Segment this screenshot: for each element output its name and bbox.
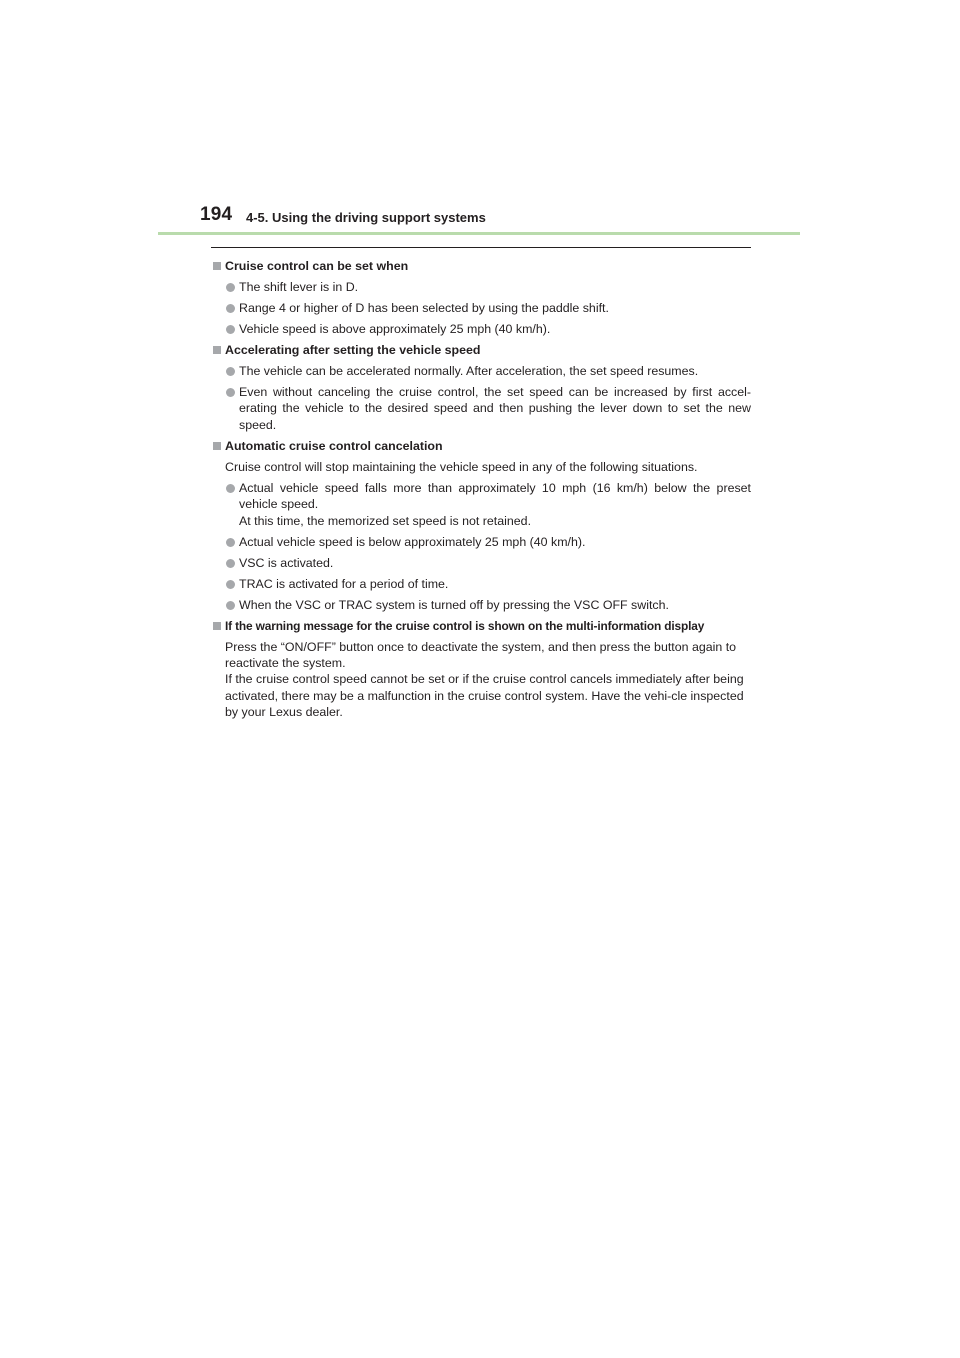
list-item-text: TRAC is activated for a period of time.: [239, 576, 449, 591]
page-content: [211, 258, 751, 721]
paragraph: [211, 459, 751, 475]
list-item-note: At this time, the memorized set speed is not retained.: [239, 513, 532, 528]
round-bullet-icon: [226, 325, 235, 334]
heading-text: If the warning message for the cruise control is shown on the multi-information display: [225, 618, 705, 633]
square-bullet-icon: [213, 346, 221, 354]
square-bullet-icon: [213, 442, 221, 450]
paragraph-text: If the cruise control speed cannot be set or if the cruise control cancels immediately after being activated, there may be a malfunction in the cruise control system. Have the vehi-cle inspected by your Lexus dealer.: [225, 672, 744, 720]
list-item-text: Actual vehicle speed is below approximately 25 mph (40 km/h).: [239, 534, 586, 549]
list-item: [211, 300, 751, 316]
section-heading: [211, 438, 751, 454]
section-heading: [211, 258, 751, 274]
content-divider: [211, 247, 751, 248]
list-item-text: When the VSC or TRAC system is turned off by pressing the VSC OFF switch.: [239, 597, 669, 612]
list-item: [211, 384, 751, 433]
round-bullet-icon: [226, 283, 235, 292]
round-bullet-icon: [226, 580, 235, 589]
paragraph-text: Cruise control will stop maintaining the vehicle speed in any of the following situations.: [225, 459, 698, 474]
round-bullet-icon: [226, 601, 235, 610]
list-item: [211, 534, 751, 550]
round-bullet-icon: [226, 538, 235, 547]
heading-text: Accelerating after setting the vehicle speed: [225, 343, 481, 357]
list-item-text: The vehicle can be accelerated normally. After acceleration, the set speed resumes.: [239, 364, 699, 378]
page-number: 194: [200, 204, 233, 225]
list-item-text: Vehicle speed is above approximately 25 mph (40 km/h).: [239, 322, 551, 336]
square-bullet-icon: [213, 262, 221, 270]
paragraph-text: Press the “ON/OFF” button once to deactivate the system, and then press the button again to reactivate the system.: [225, 639, 737, 671]
round-bullet-icon: [226, 559, 235, 568]
list-item: [211, 279, 751, 295]
paragraph: [211, 639, 751, 721]
list-item-text: Range 4 or higher of D has been selected by using the paddle shift.: [239, 301, 609, 315]
round-bullet-icon: [226, 388, 235, 397]
header-divider: [158, 232, 800, 235]
list-item: [211, 555, 751, 571]
list-item: [211, 321, 751, 337]
list-item-text: VSC is activated.: [239, 555, 334, 570]
list-item-text: The shift lever is in D.: [239, 280, 359, 294]
list-item: [211, 363, 751, 379]
round-bullet-icon: [226, 484, 235, 493]
round-bullet-icon: [226, 367, 235, 376]
list-item: [211, 576, 751, 592]
list-item: [211, 480, 751, 529]
list-item: [211, 597, 751, 613]
round-bullet-icon: [226, 304, 235, 313]
list-item-text: Even without canceling the cruise control, the set speed can be increased by first accel-erating the vehicle to the desired speed and then pushing the lever down to set the new speed.: [239, 385, 751, 432]
heading-text: Automatic cruise control cancelation: [225, 438, 443, 453]
list-item-text: Actual vehicle speed falls more than approximately 10 mph (16 km/h) below the preset vehicle speed.: [239, 480, 751, 512]
heading-text: Cruise control can be set when: [225, 259, 409, 273]
section-heading: [211, 342, 751, 358]
section-heading: [211, 618, 751, 634]
square-bullet-icon: [213, 622, 221, 630]
section-title: 4-5. Using the driving support systems: [246, 210, 486, 225]
